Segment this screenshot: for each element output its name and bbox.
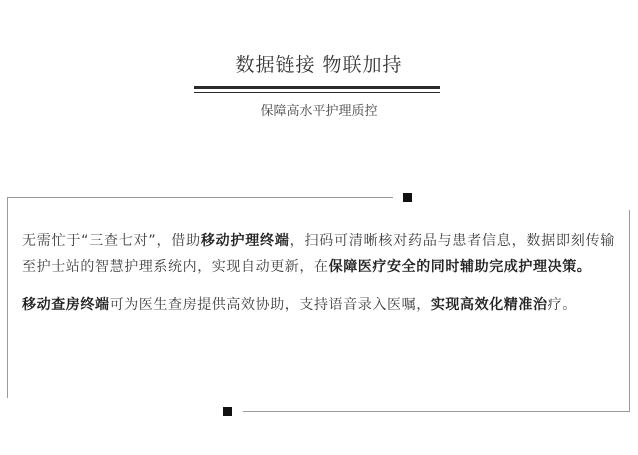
bold-term: 保障医疗安全的同时辅助完成护理决策。 xyxy=(328,259,592,275)
title-underline-thick xyxy=(194,86,440,89)
text-segment: 可为医生查房提供高效协助，支持语音录入医嘱， xyxy=(109,297,431,313)
section-title: 数据链接 物联加持 xyxy=(235,54,403,76)
text-segment: 无需忙于“三查七对”，借助 xyxy=(22,233,201,249)
frame-top-border xyxy=(7,197,393,198)
section-subtitle: 保障高水平护理质控 xyxy=(260,104,378,119)
text-segment: ，扫码可清晰核对药品与患者信息，数据即刻传输至护士站的智慧护理系统内，实现自动更新，在 xyxy=(22,233,615,275)
text-segment: 疗。 xyxy=(547,297,577,313)
frame-left-border xyxy=(7,197,8,398)
frame-bottom-border xyxy=(243,411,630,412)
bold-term: 实现高效化精准治 xyxy=(430,297,548,313)
paragraph-ward-round-terminal xyxy=(22,292,615,318)
bold-term: 移动查房终端 xyxy=(22,297,110,313)
square-ornament-bottom xyxy=(223,407,232,416)
frame-right-border xyxy=(629,210,630,411)
content-body xyxy=(22,228,615,318)
paragraph-nursing-terminal xyxy=(22,228,615,280)
bold-term: 移动护理终端 xyxy=(200,233,290,249)
square-ornament-top xyxy=(403,193,412,202)
title-underline-thin xyxy=(194,92,440,93)
